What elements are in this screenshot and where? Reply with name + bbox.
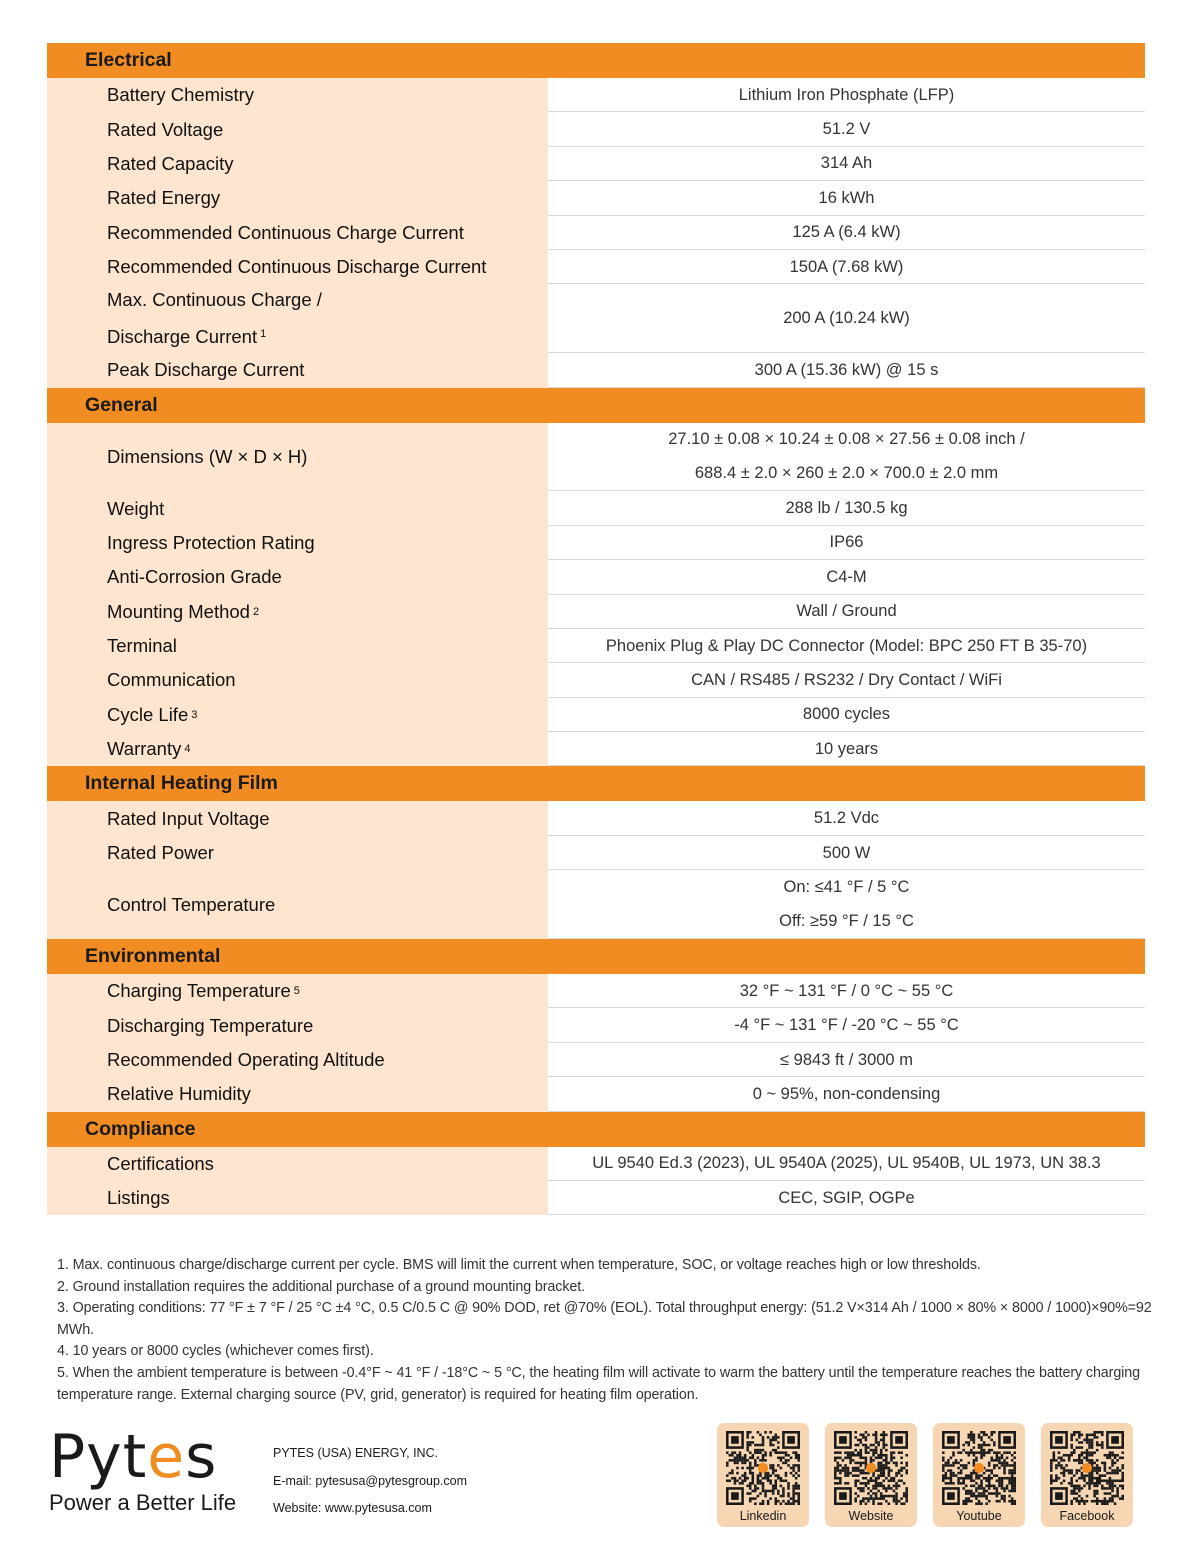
- spec-value: 150A (7.68 kW): [548, 250, 1145, 284]
- spec-row: [47, 732, 1145, 766]
- spec-value: -4 °F ~ 131 °F / -20 °C ~ 55 °C: [548, 1008, 1145, 1042]
- qr-code-icon: [726, 1431, 800, 1505]
- spec-label: Weight: [47, 491, 548, 525]
- spec-label: Communication: [47, 663, 548, 697]
- footnotes: [57, 1255, 1152, 1406]
- qr-facebook[interactable]: [1041, 1423, 1133, 1527]
- logo-text-e: e: [147, 1422, 186, 1492]
- spec-row: [47, 698, 1145, 732]
- spec-value: Lithium Iron Phosphate (LFP): [548, 78, 1145, 112]
- spec-row: [47, 974, 1145, 1008]
- spec-value: 16 kWh: [548, 181, 1145, 215]
- section-header: Environmental: [47, 939, 1145, 974]
- company-website: Website: www.pytesusa.com: [273, 1501, 432, 1515]
- spec-label: Mounting Method 2: [47, 595, 548, 629]
- qr-caption: Facebook: [1059, 1509, 1115, 1523]
- spec-value: C4-M: [548, 560, 1145, 594]
- spec-table: [47, 43, 1145, 1215]
- logo-text-pre: Pyt: [49, 1422, 148, 1492]
- qr-code-icon: [834, 1431, 908, 1505]
- spec-row: [47, 216, 1145, 250]
- spec-label: Certifications: [47, 1147, 548, 1181]
- spec-label: Cycle Life 3: [47, 698, 548, 732]
- tagline: Power a Better Life: [49, 1490, 237, 1515]
- spec-label: Ingress Protection Rating: [47, 526, 548, 560]
- qr-youtube[interactable]: [933, 1423, 1025, 1527]
- spec-row: [47, 801, 1145, 835]
- spec-label: Control Temperature: [47, 870, 548, 939]
- spec-label: Discharging Temperature: [47, 1008, 548, 1042]
- spec-row: [47, 595, 1145, 629]
- spec-label: Listings: [47, 1181, 548, 1215]
- spec-row: [47, 1181, 1145, 1215]
- section-header: Compliance: [47, 1112, 1145, 1147]
- spec-label: Recommended Operating Altitude: [47, 1043, 548, 1077]
- spec-row: [47, 560, 1145, 594]
- footnote-ref: 5: [293, 985, 300, 998]
- spec-row: [47, 526, 1145, 560]
- spec-value: 300 A (15.36 kW) @ 15 s: [548, 353, 1145, 387]
- company-info: [273, 1440, 467, 1523]
- footnote: 4. 10 years or 8000 cycles (whichever comes first).: [57, 1343, 374, 1360]
- spec-label: Rated Energy: [47, 181, 548, 215]
- spec-row: [47, 629, 1145, 663]
- spec-label: Battery Chemistry: [47, 78, 548, 112]
- spec-value: CEC, SGIP, OGPe: [548, 1181, 1145, 1215]
- spec-label: Recommended Continuous Charge Current: [47, 216, 548, 250]
- spec-row: [47, 1043, 1145, 1077]
- pytes-logo: [49, 1422, 217, 1492]
- spec-value: Phoenix Plug & Play DC Connector (Model: BPC 250 FT B 35-70): [548, 629, 1145, 663]
- spec-label: Charging Temperature 5: [47, 974, 548, 1008]
- spec-label: Max. Continuous Charge / Discharge Current $^1$: [47, 284, 548, 353]
- footnote: 3. Operating conditions: 77 °F ± 7 °F / 25 °C ±4 °C, 0.5 C/0.5 C @ 90% DOD, ret @70% (EOL). Total throughput energy: (51.2 V×314 Ah / 1000 × 80% × 8000 / 1000)×90%=92 MWh.: [57, 1300, 1152, 1338]
- footnote-ref: 4: [184, 743, 191, 756]
- spec-label: Relative Humidity: [47, 1077, 548, 1111]
- spec-row: [47, 491, 1145, 525]
- spec-value: 314 Ah: [548, 147, 1145, 181]
- spec-row: [47, 353, 1145, 387]
- spec-value: 0 ~ 95%, non-condensing: [548, 1077, 1145, 1111]
- spec-label: Peak Discharge Current: [47, 353, 548, 387]
- spec-row: [47, 147, 1145, 181]
- footnote-ref: 3: [191, 708, 198, 721]
- spec-row: [47, 1077, 1145, 1111]
- spec-label: Rated Input Voltage: [47, 801, 548, 835]
- spec-value: On: ≤41 °F / 5 °C Off: ≥59 °F / 15 °C: [548, 870, 1145, 939]
- footnote: 1. Max. continuous charge/discharge current per cycle. BMS will limit the current when temperature, SOC, or voltage reaches high or low thresholds.: [57, 1257, 981, 1273]
- qr-caption: Youtube: [956, 1509, 1002, 1523]
- spec-value: 51.2 Vdc: [548, 801, 1145, 835]
- section-header: Internal Heating Film: [47, 766, 1145, 801]
- footnote: 2. Ground installation requires the additional purchase of a ground mounting bracket.: [57, 1278, 585, 1295]
- spec-row: [47, 250, 1145, 284]
- spec-label: Rated Capacity: [47, 147, 548, 181]
- spec-value: 200 A (10.24 kW): [548, 284, 1145, 353]
- spec-row: [47, 112, 1145, 146]
- section-header: Electrical: [47, 43, 1145, 78]
- spec-label: Anti-Corrosion Grade: [47, 560, 548, 594]
- spec-row: [47, 1008, 1145, 1042]
- footnote: 5. When the ambient temperature is between -0.4°F ~ 41 °F / -18°C ~ 5 °C, the heating film will activate to warm the battery until the temperature reaches the battery charging temperature range. External charging source (PV, grid, generator) is required for heating film operation.: [57, 1364, 1140, 1403]
- spec-row: [47, 284, 1145, 353]
- qr-website[interactable]: [825, 1423, 917, 1527]
- spec-value: 125 A (6.4 kW): [548, 216, 1145, 250]
- spec-row: [47, 181, 1145, 215]
- spec-row: [47, 423, 1145, 492]
- spec-value: Wall / Ground: [548, 595, 1145, 629]
- logo-text-post: s: [185, 1422, 218, 1492]
- qr-linkedin[interactable]: [717, 1423, 809, 1527]
- qr-code-icon: [1050, 1431, 1124, 1505]
- qr-caption: Website: [848, 1509, 894, 1523]
- spec-value: UL 9540 Ed.3 (2023), UL 9540A (2025), UL 9540B, UL 1973, UN 38.3: [548, 1147, 1145, 1181]
- spec-row: [47, 1147, 1145, 1181]
- spec-label: Recommended Continuous Discharge Current: [47, 250, 548, 284]
- spec-value: 27.10 ± 0.08 × 10.24 ± 0.08 × 27.56 ± 0.08 inch / 688.4 ± 2.0 × 260 ± 2.0 × 700.0 ± 2.0 mm: [548, 423, 1145, 492]
- spec-value: 10 years: [548, 732, 1145, 766]
- spec-label: Rated Power: [47, 836, 548, 870]
- qr-code-icon: [942, 1431, 1016, 1505]
- spec-label: Warranty 4: [47, 732, 548, 766]
- qr-caption: Linkedin: [739, 1509, 787, 1523]
- spec-value: 500 W: [548, 836, 1145, 870]
- spec-value: 32 °F ~ 131 °F / 0 °C ~ 55 °C: [548, 974, 1145, 1008]
- footnote-ref: 2: [252, 605, 260, 618]
- spec-label: Rated Voltage: [47, 112, 548, 146]
- company-email: E-mail: pytesusa@pytesgroup.com: [273, 1473, 468, 1488]
- company-name: PYTES (USA) ENERGY, INC.: [273, 1446, 439, 1460]
- spec-value: CAN / RS485 / RS232 / Dry Contact / WiFi: [548, 663, 1145, 697]
- section-header: General: [47, 388, 1145, 423]
- spec-value: 51.2 V: [548, 112, 1145, 146]
- spec-row: [47, 78, 1145, 112]
- spec-label: Dimensions (W × D × H): [47, 423, 548, 492]
- spec-value: 8000 cycles: [548, 698, 1145, 732]
- spec-value: 288 lb / 130.5 kg: [548, 491, 1145, 525]
- spec-label: Terminal: [47, 629, 548, 663]
- spec-row: [47, 836, 1145, 870]
- spec-value: IP66: [548, 526, 1145, 560]
- spec-row: [47, 870, 1145, 939]
- spec-row: [47, 663, 1145, 697]
- spec-value: ≤ 9843 ft / 3000 m: [548, 1043, 1145, 1077]
- footnote-ref: 1: [260, 328, 267, 341]
